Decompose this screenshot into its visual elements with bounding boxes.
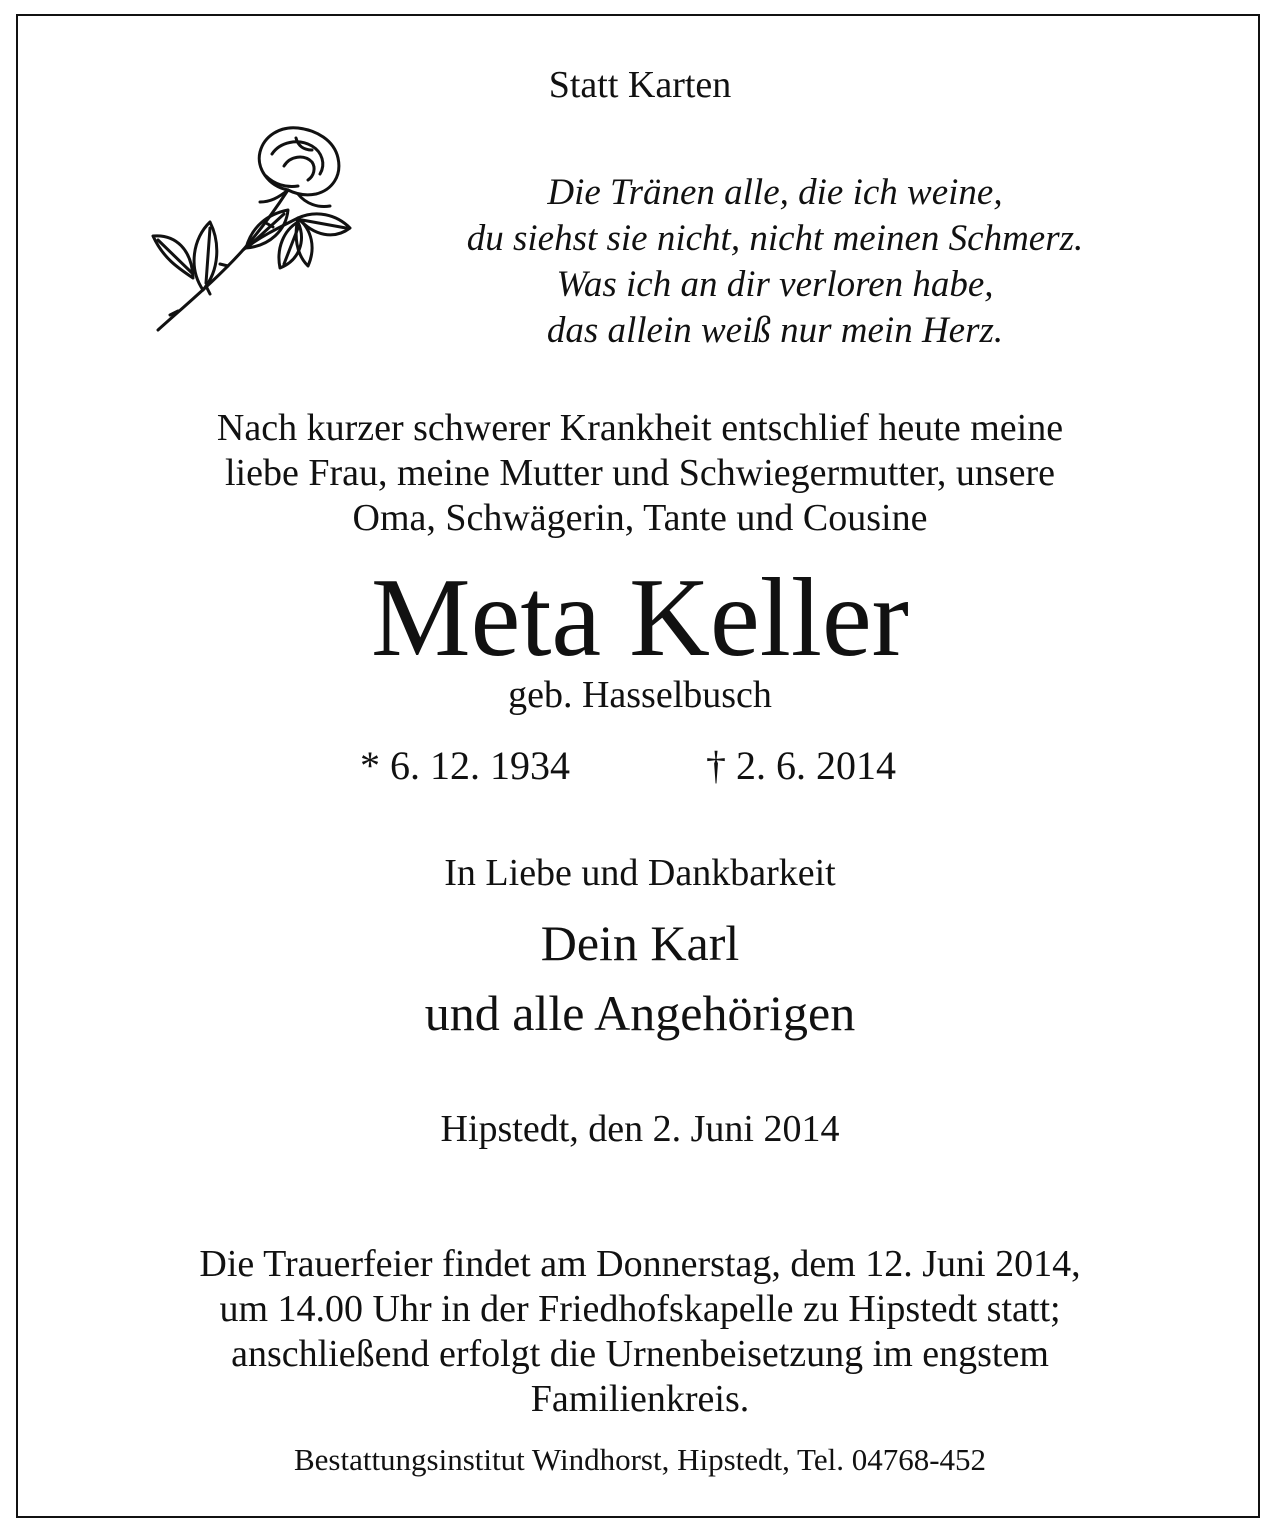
service-details bbox=[0, 1242, 1280, 1422]
poem-line: Die Tränen alle, die ich weine, bbox=[547, 172, 1003, 213]
rose-icon bbox=[148, 118, 358, 340]
poem-line: du siehst sie nicht, nicht meinen Schmerz. bbox=[466, 218, 1084, 259]
funeral-home: Bestattungsinstitut Windhorst, Hipstedt, Tel. 04768-452 bbox=[293, 1442, 987, 1477]
deceased-name: Meta Keller bbox=[371, 556, 909, 680]
poem-line: Was ich an dir verloren habe, bbox=[556, 264, 994, 305]
poem-line: das allein weiß nur mein Herz. bbox=[546, 310, 1004, 351]
place-date: Hipstedt, den 2. Juni 2014 bbox=[440, 1108, 840, 1150]
service-line: Die Trauerfeier findet am Donnerstag, dem 12. Juni 2014, bbox=[199, 1243, 1081, 1285]
intro-line: liebe Frau, meine Mutter und Schwiegermutter, unsere bbox=[224, 452, 1055, 494]
intro-text bbox=[0, 406, 1280, 541]
poem bbox=[380, 170, 1170, 354]
maiden-name: geb. Hasselbusch bbox=[508, 674, 772, 716]
service-line: Familienkreis. bbox=[530, 1378, 750, 1420]
closing-phrase: In Liebe und Dankbarkeit bbox=[444, 852, 836, 894]
header-statt-karten: Statt Karten bbox=[548, 64, 732, 106]
service-line: anschließend erfolgt die Urnenbeisetzung im engstem bbox=[231, 1333, 1049, 1375]
signature-line: Dein Karl bbox=[540, 915, 740, 971]
signature-line: und alle Angehörigen bbox=[424, 985, 856, 1041]
birth-date: * 6. 12. 1934 bbox=[360, 743, 570, 788]
intro-line: Oma, Schwägerin, Tante und Cousine bbox=[352, 497, 928, 539]
intro-line: Nach kurzer schwerer Krankheit entschlief heute meine bbox=[216, 407, 1064, 449]
death-date: † 2. 6. 2014 bbox=[706, 743, 896, 788]
service-line: um 14.00 Uhr in der Friedhofskapelle zu Hipstedt statt; bbox=[219, 1288, 1061, 1330]
